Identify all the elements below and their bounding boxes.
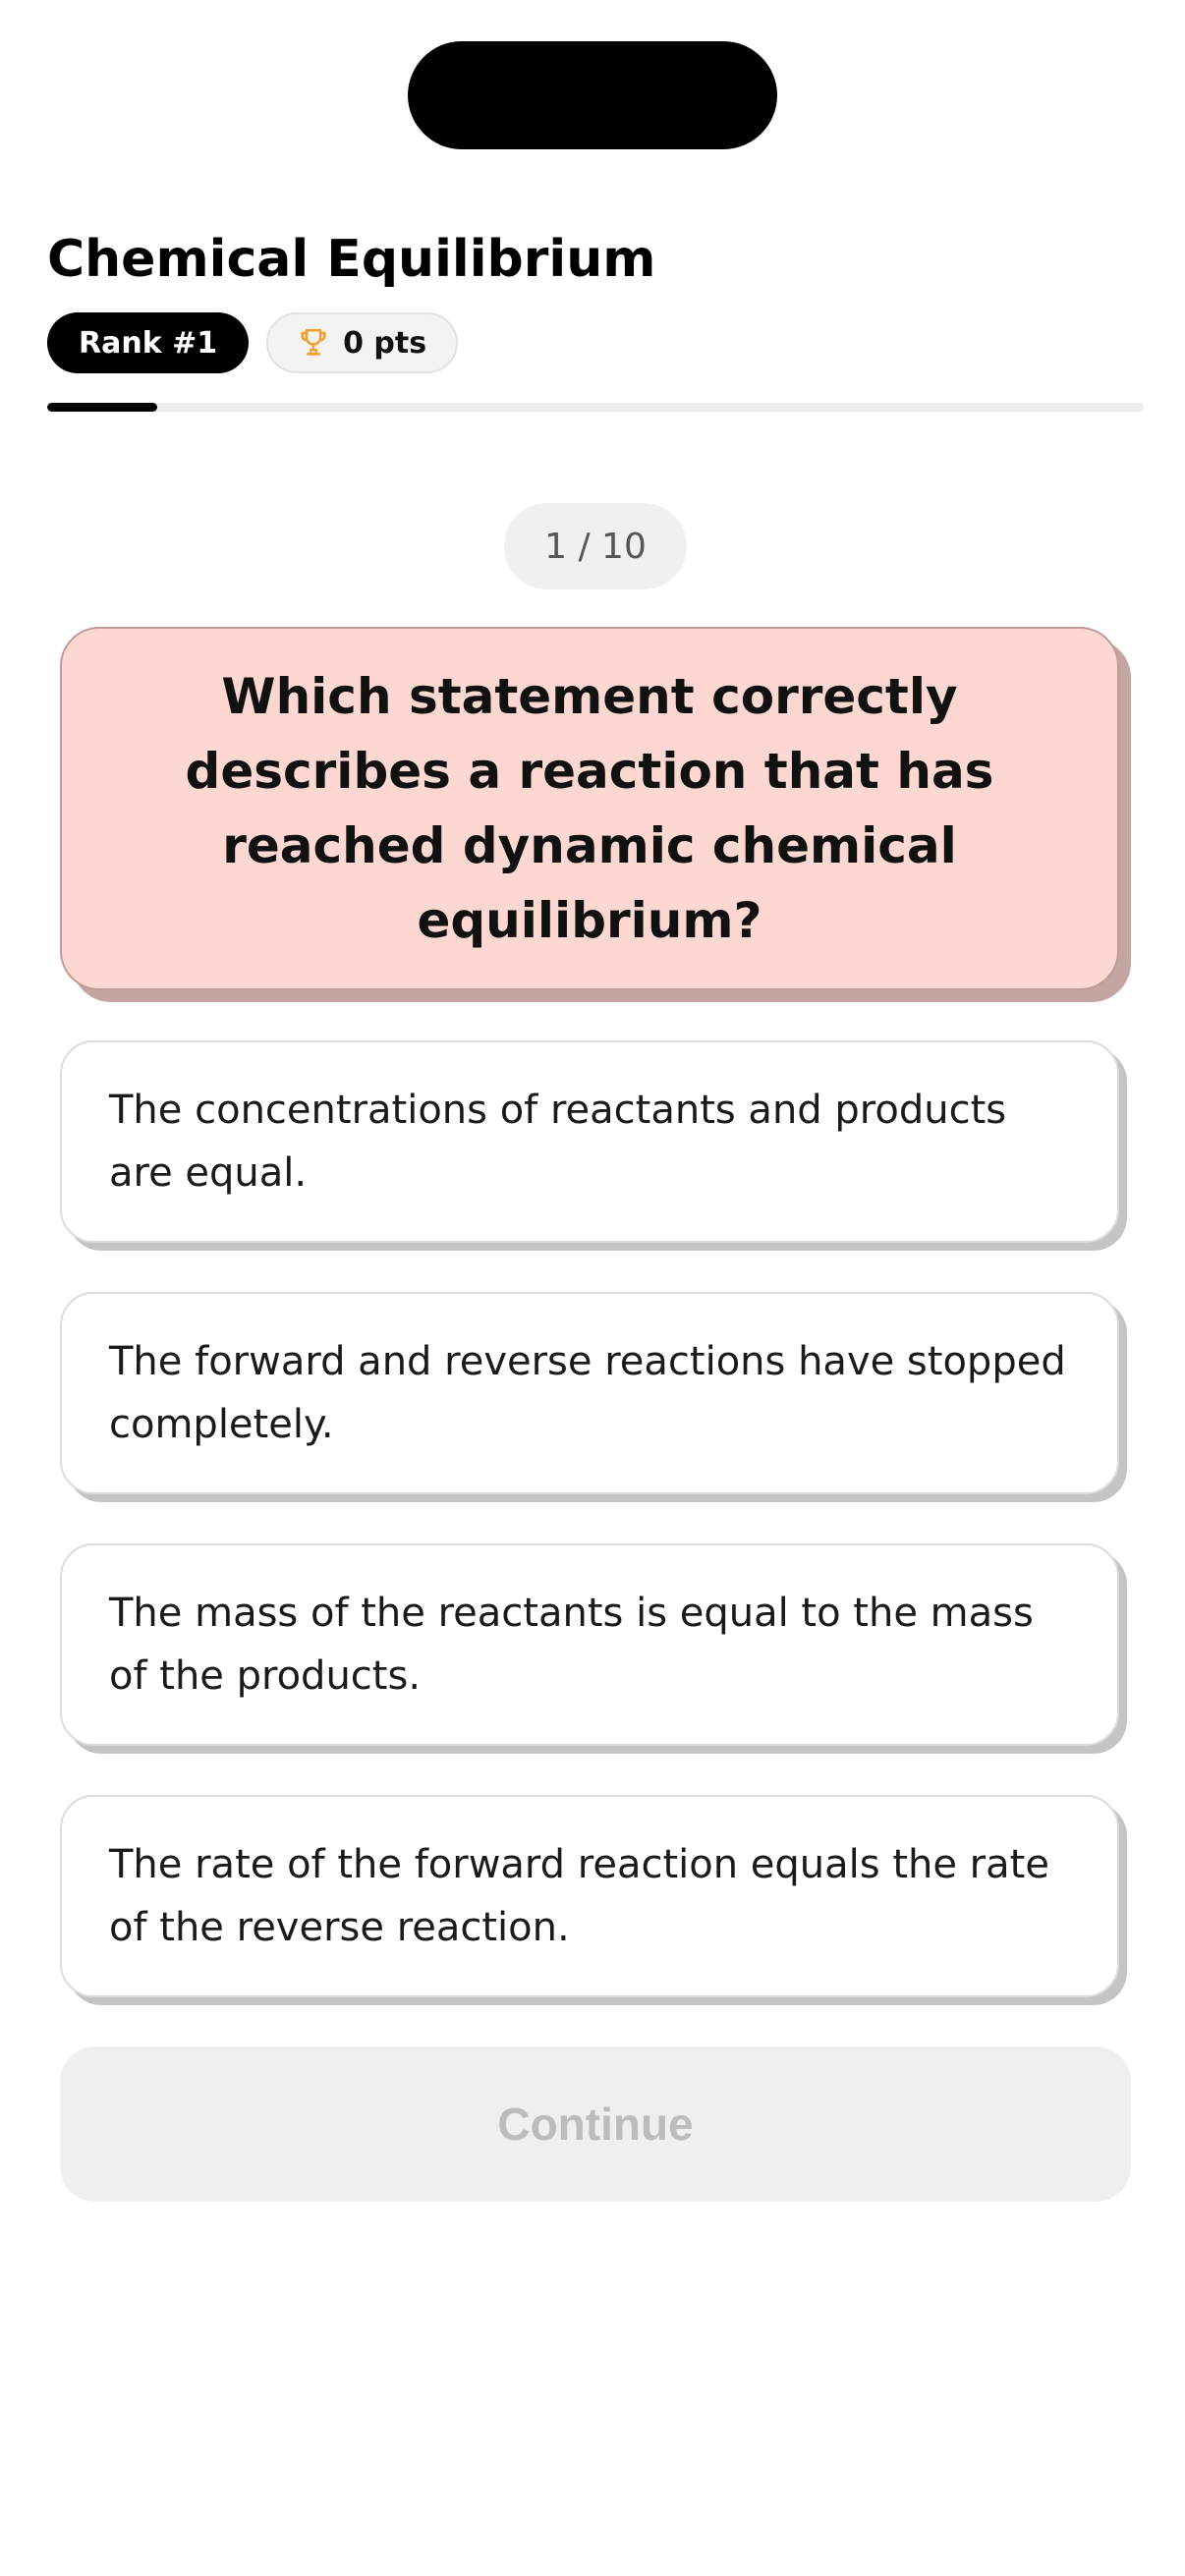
points-label: 0 pts <box>343 325 427 361</box>
answer-option-text: The forward and reverse reactions have stopped completely. <box>109 1339 1066 1447</box>
status-badges <box>47 312 458 373</box>
points-badge <box>266 312 458 373</box>
trophy-icon <box>296 325 331 361</box>
continue-button[interactable]: Continue <box>60 2046 1131 2202</box>
quiz-progress-fill <box>47 403 157 412</box>
dynamic-island <box>408 41 777 149</box>
answer-option-text: The mass of the reactants is equal to the mass of the products. <box>109 1591 1034 1699</box>
quiz-title: Chemical Equilibrium <box>47 230 656 289</box>
question-counter: 1 / 10 <box>504 503 687 589</box>
rank-badge: Rank #1 <box>47 312 249 373</box>
answer-option-2[interactable] <box>60 1292 1119 1494</box>
answer-option-1[interactable] <box>60 1040 1119 1243</box>
quiz-progress-bar <box>47 403 1144 412</box>
question-text: Which statement correctly describes a reaction that has reached dynamic chemical equilibrium? <box>185 668 994 949</box>
answer-option-4[interactable] <box>60 1795 1119 1997</box>
answer-option-text: The concentrations of reactants and products are equal. <box>109 1088 1007 1196</box>
question-card <box>60 627 1119 990</box>
answer-option-text: The rate of the forward reaction equals the rate of the reverse reaction. <box>109 1842 1049 1950</box>
answer-option-3[interactable] <box>60 1543 1119 1746</box>
